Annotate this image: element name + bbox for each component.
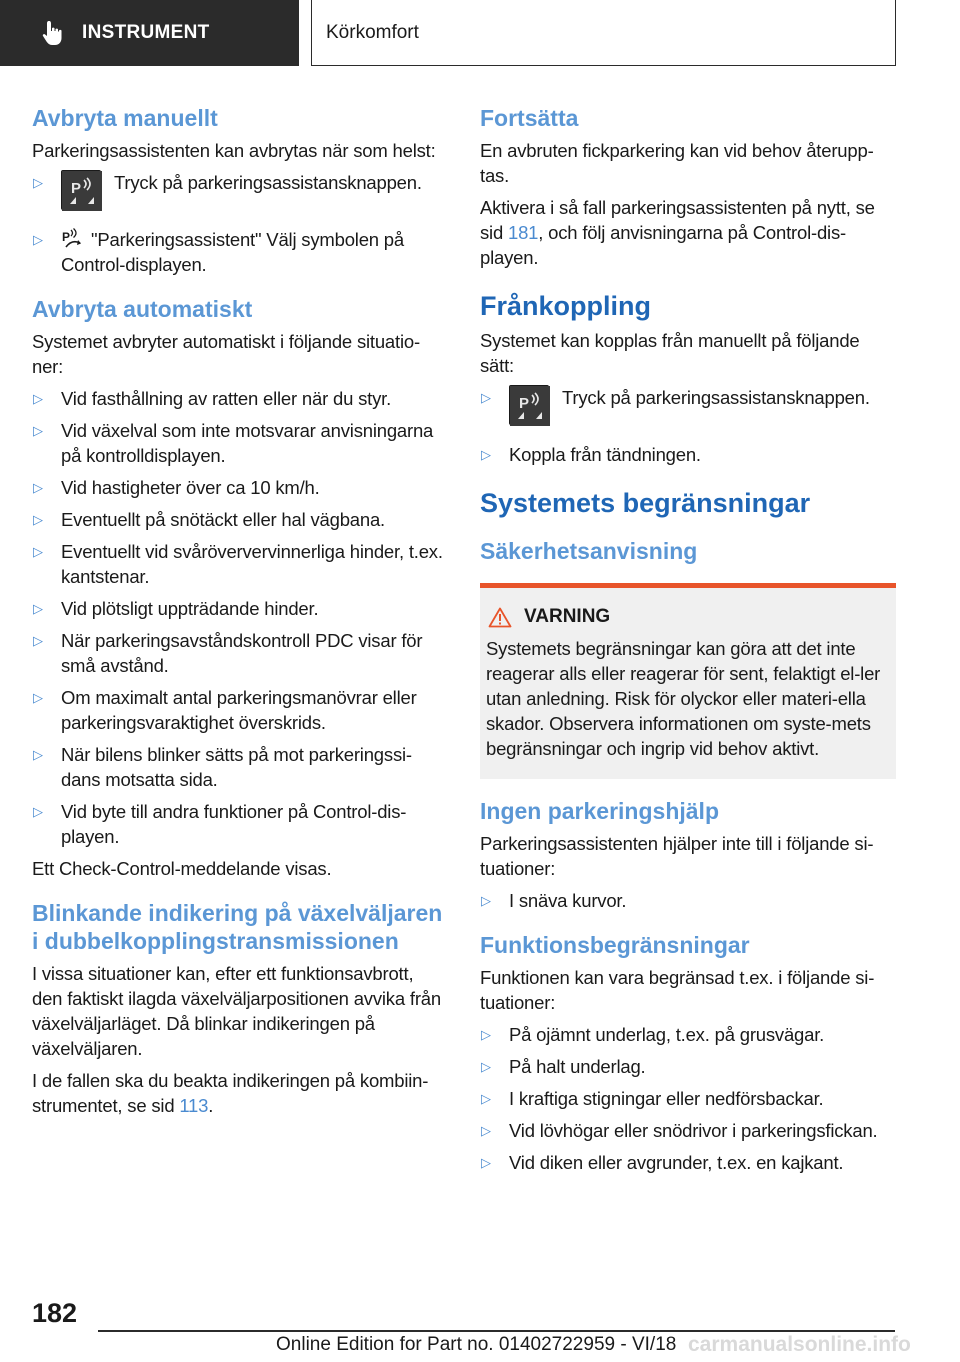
triangle-bullet-icon: ▷ — [481, 1027, 491, 1042]
list-item — [32, 475, 448, 500]
list-item — [32, 685, 448, 735]
list-item-text: Vid hastigheter över ca 10 km/h. — [61, 477, 320, 498]
triangle-bullet-icon: ▷ — [481, 390, 491, 405]
watermark: carmanualsonline.info — [688, 1333, 911, 1356]
left-column — [32, 100, 448, 1125]
triangle-bullet-icon: ▷ — [481, 447, 491, 462]
footer-divider — [98, 1330, 895, 1332]
para-text: I de fallen ska du beakta indikeringen på kombiin-strumentet, se sid — [32, 1070, 429, 1116]
list-item-text: I kraftiga stigningar eller nedförsbackar. — [509, 1088, 824, 1109]
heading-system-limits: Systemets begränsningar — [480, 488, 811, 518]
warning-triangle-icon — [488, 607, 512, 628]
list-item-text: Vid diken eller avgrunder, t.ex. en kajkant. — [509, 1152, 844, 1173]
triangle-bullet-icon: ▷ — [33, 391, 43, 406]
page-number: 182 — [32, 1298, 78, 1328]
heading-cancel-manual: Avbryta manuellt — [32, 105, 218, 131]
triangle-bullet-icon: ▷ — [481, 893, 491, 908]
list-item-text: När bilens blinker sätts på mot parkeringssi-dans motsatta sida. — [61, 744, 412, 790]
list-item-text: Vid fasthållning av ratten eller när du styr. — [61, 388, 392, 409]
para-cancel-auto: Systemet avbryter automatiskt i följande situatio-ner: — [32, 331, 420, 377]
page-link-181[interactable]: 181 — [508, 222, 539, 243]
list-item-text: I snäva kurvor. — [509, 890, 627, 911]
list-item — [32, 170, 448, 220]
list-item — [480, 385, 896, 435]
heading-safety-note: Säkerhetsanvisning — [480, 538, 698, 564]
triangle-bullet-icon: ▷ — [33, 544, 43, 559]
triangle-bullet-icon: ▷ — [33, 480, 43, 495]
list-item — [32, 227, 448, 277]
para-continue-2 — [480, 195, 896, 270]
section-tab — [0, 0, 299, 66]
triangle-bullet-icon: ▷ — [481, 1123, 491, 1138]
heading-cancel-auto: Avbryta automatiskt — [32, 296, 253, 322]
triangle-bullet-icon: ▷ — [33, 423, 43, 438]
list-item-text: Eventuellt vid svåröververvinnerliga hinder, t.ex. kantstenar. — [61, 541, 443, 587]
list-item — [32, 507, 448, 532]
para-disconnect: Systemet kan kopplas från manuellt på följande sätt: — [480, 330, 860, 376]
para-no-parking-help: Parkeringsassistenten hjälper inte till i följande si-tuationer: — [480, 833, 874, 879]
list-item-text: På halt underlag. — [509, 1056, 646, 1077]
heading-continue: Fortsätta — [480, 105, 579, 131]
warning-title — [486, 606, 890, 628]
triangle-bullet-icon: ▷ — [33, 175, 43, 190]
list-item-text: Koppla från tändningen. — [509, 444, 701, 465]
triangle-bullet-icon: ▷ — [33, 747, 43, 762]
para-blinking-1: I vissa situationer kan, efter ett funktionsavbrott, den faktiskt ilagda växelväljarpositionen avvika från växelväljarläget. Då blinkar indikeringen på växelväljaren. — [32, 963, 441, 1059]
list-item-text: Vid växelval som inte motsvarar anvisningarna på kontrolldisplayen. — [61, 420, 434, 466]
list-item — [480, 1086, 896, 1111]
warning-label: VARNING — [524, 606, 611, 627]
list-item — [480, 1150, 896, 1175]
chapter-label: Körkomfort — [326, 21, 419, 43]
pointing-hand-icon — [38, 18, 68, 48]
edition-note: Online Edition for Part no. 01402722959 - VI/18 — [276, 1334, 677, 1355]
list-item — [32, 418, 448, 468]
right-column — [480, 100, 896, 1182]
list-item — [32, 386, 448, 411]
triangle-bullet-icon: ▷ — [481, 1091, 491, 1106]
heading-no-parking-help: Ingen parkeringshjälp — [480, 798, 719, 824]
list-item — [480, 1118, 896, 1143]
list-item — [32, 596, 448, 621]
list-item-text: Tryck på parkeringsassistansknappen. — [114, 172, 422, 193]
parking-assist-button-icon — [509, 385, 549, 425]
svg-text:P: P — [62, 230, 70, 244]
warning-box — [480, 583, 896, 779]
list-item-text: Tryck på parkeringsassistansknappen. — [562, 387, 870, 408]
para-check-control: Ett Check-Control-meddelande visas. — [32, 858, 332, 879]
triangle-bullet-icon: ▷ — [481, 1059, 491, 1074]
list-item-text: "Parkeringsassistent" Välj symbolen på Control-displayen. — [61, 229, 404, 275]
list-item — [480, 1022, 896, 1047]
svg-text:P: P — [71, 180, 81, 197]
heading-function-limits: Funktionsbegränsningar — [480, 932, 750, 958]
triangle-bullet-icon: ▷ — [481, 1155, 491, 1170]
triangle-bullet-icon: ▷ — [33, 232, 43, 247]
para-text: . — [208, 1095, 214, 1116]
list-item-text: På ojämnt underlag, t.ex. på grusvägar. — [509, 1024, 825, 1045]
list-item-text: Vid plötsligt uppträdande hinder. — [61, 598, 319, 619]
triangle-bullet-icon: ▷ — [33, 601, 43, 616]
triangle-bullet-icon: ▷ — [33, 804, 43, 819]
list-item — [32, 539, 448, 589]
list-item — [480, 888, 896, 913]
list-item-text: Eventuellt på snötäckt eller hal vägbana. — [61, 509, 385, 530]
list-item — [480, 442, 896, 467]
triangle-bullet-icon: ▷ — [33, 633, 43, 648]
list-item-text: Vid byte till andra funktioner på Control-dis-playen. — [61, 801, 407, 847]
list-item — [32, 742, 448, 792]
page-link-113[interactable]: 113 — [179, 1095, 209, 1116]
page-header — [0, 0, 960, 66]
list-item — [32, 628, 448, 678]
para-text: Aktivera i så fall parkeringsassistenten på nytt, se sid — [480, 197, 875, 243]
list-item — [32, 799, 448, 849]
para-text: , och följ anvisningarna på Control-dis-playen. — [480, 222, 846, 268]
para-function-limits: Funktionen kan vara begränsad t.ex. i följande si-tuationer: — [480, 967, 875, 1013]
svg-text:P: P — [519, 395, 529, 412]
triangle-bullet-icon: ▷ — [33, 512, 43, 527]
para-blinking-2 — [32, 1068, 448, 1118]
parking-assistant-symbol-icon — [61, 227, 83, 249]
para-cancel-manual: Parkeringsassistenten kan avbrytas när som helst: — [32, 140, 436, 161]
list-item-text: Vid lövhögar eller snödrivor i parkeringsfickan. — [509, 1120, 878, 1141]
warning-text: Systemets begränsningar kan göra att det inte reagerar alls eller reagerar för sent, felaktigt el-ler utan anledning. Risk för olyckor eller materi-ella skador. Observera informationen om syste-mets begränsningar och ingrip vid behov aktivt. — [486, 638, 881, 759]
heading-blinking-indicator: Blinkande indikering på växelväljaren i dubbelkopplingstransmissionen — [32, 900, 443, 954]
triangle-bullet-icon: ▷ — [33, 690, 43, 705]
chapter-tab — [311, 0, 896, 66]
list-item — [480, 1054, 896, 1079]
section-label: INSTRUMENT — [82, 22, 210, 43]
heading-disconnect: Frånkoppling — [480, 291, 651, 321]
parking-assist-button-icon — [61, 170, 101, 210]
list-item-text: När parkeringsavståndskontroll PDC visar för små avstånd. — [61, 630, 423, 676]
list-item-text: Om maximalt antal parkeringsmanövrar eller parkeringsvaraktighet överskrids. — [61, 687, 417, 733]
para-continue-1: En avbruten fickparkering kan vid behov återupp-tas. — [480, 140, 874, 186]
